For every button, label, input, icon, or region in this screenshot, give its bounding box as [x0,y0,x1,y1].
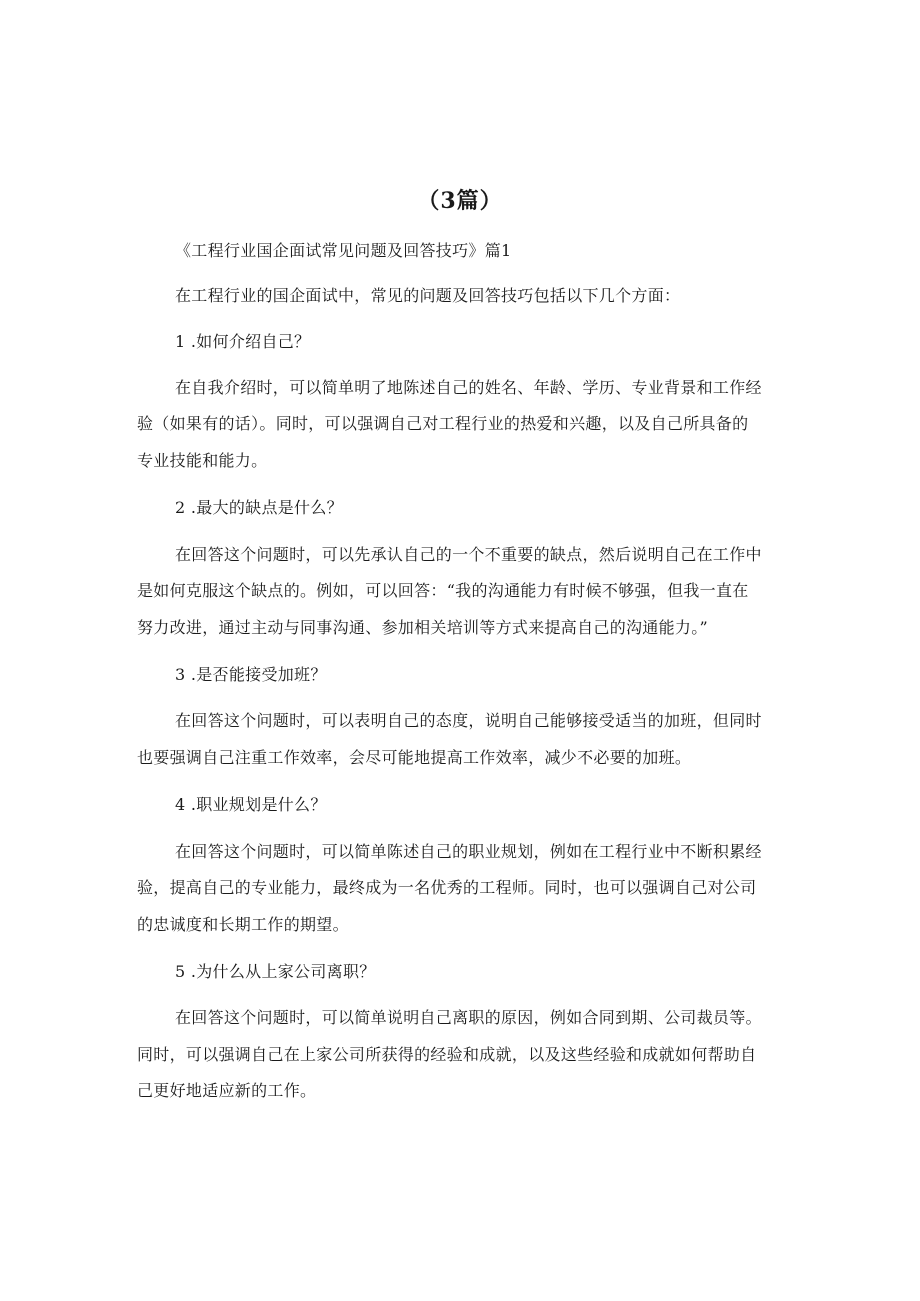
document-subtitle: 《工程行业国企面试常见问题及回答技巧》篇1 [175,241,512,260]
question-heading-1: 1 .如何介绍自己？ [175,332,311,351]
question-heading-4: 4 .职业规划是什么？ [175,795,327,814]
question-heading-5: 5 .为什么从上家公司离职？ [175,962,376,981]
answer-line: 在回答这个问题时，可以简单陈述自己的职业规划，例如在工程行业中不断积累经 [175,842,762,861]
intro-paragraph: 在工程行业的国企面试中，常见的问题及回答技巧包括以下几个方面： [175,286,681,305]
answer-line: 努力改进，通过主动与同事沟通、参加相关培训等方式来提高自己的沟通能力。” [137,618,708,637]
answer-line: 在回答这个问题时，可以先承认自己的一个不重要的缺点，然后说明自己在工作中 [175,545,762,564]
answer-line: 同时，可以强调自己在上家公司所获得的经验和成就，以及这些经验和成就如何帮助自 [137,1045,757,1064]
answer-line: 的忠诚度和长期工作的期望。 [137,915,349,934]
document-title: （3篇） [417,188,503,214]
question-heading-3: 3 .是否能接受加班？ [175,665,327,684]
answer-line: 在自我介绍时，可以简单明了地陈述自己的姓名、年龄、学历、专业背景和工作经 [175,378,762,397]
answer-line: 专业技能和能力。 [137,451,268,470]
answer-line: 己更好地适应新的工作。 [137,1081,317,1100]
answer-line: 验（如果有的话）。同时，可以强调自己对工程行业的热爱和兴趣，以及自己所具备的 [137,414,749,433]
answer-line: 是如何克服这个缺点的。例如，可以回答：“我的沟通能力有时候不够强，但我一直在 [137,581,749,600]
question-heading-2: 2 .最大的缺点是什么？ [175,498,343,517]
answer-line: 在回答这个问题时，可以表明自己的态度，说明自己能够接受适当的加班，但同时 [175,711,762,730]
answer-line: 验，提高自己的专业能力，最终成为一名优秀的工程师。同时，也可以强调自己对公司 [137,878,757,897]
answer-line: 也要强调自己注重工作效率，会尽可能地提高工作效率，减少不必要的加班。 [137,748,692,767]
answer-line: 在回答这个问题时，可以简单说明自己离职的原因，例如合同到期、公司裁员等。 [175,1008,762,1027]
